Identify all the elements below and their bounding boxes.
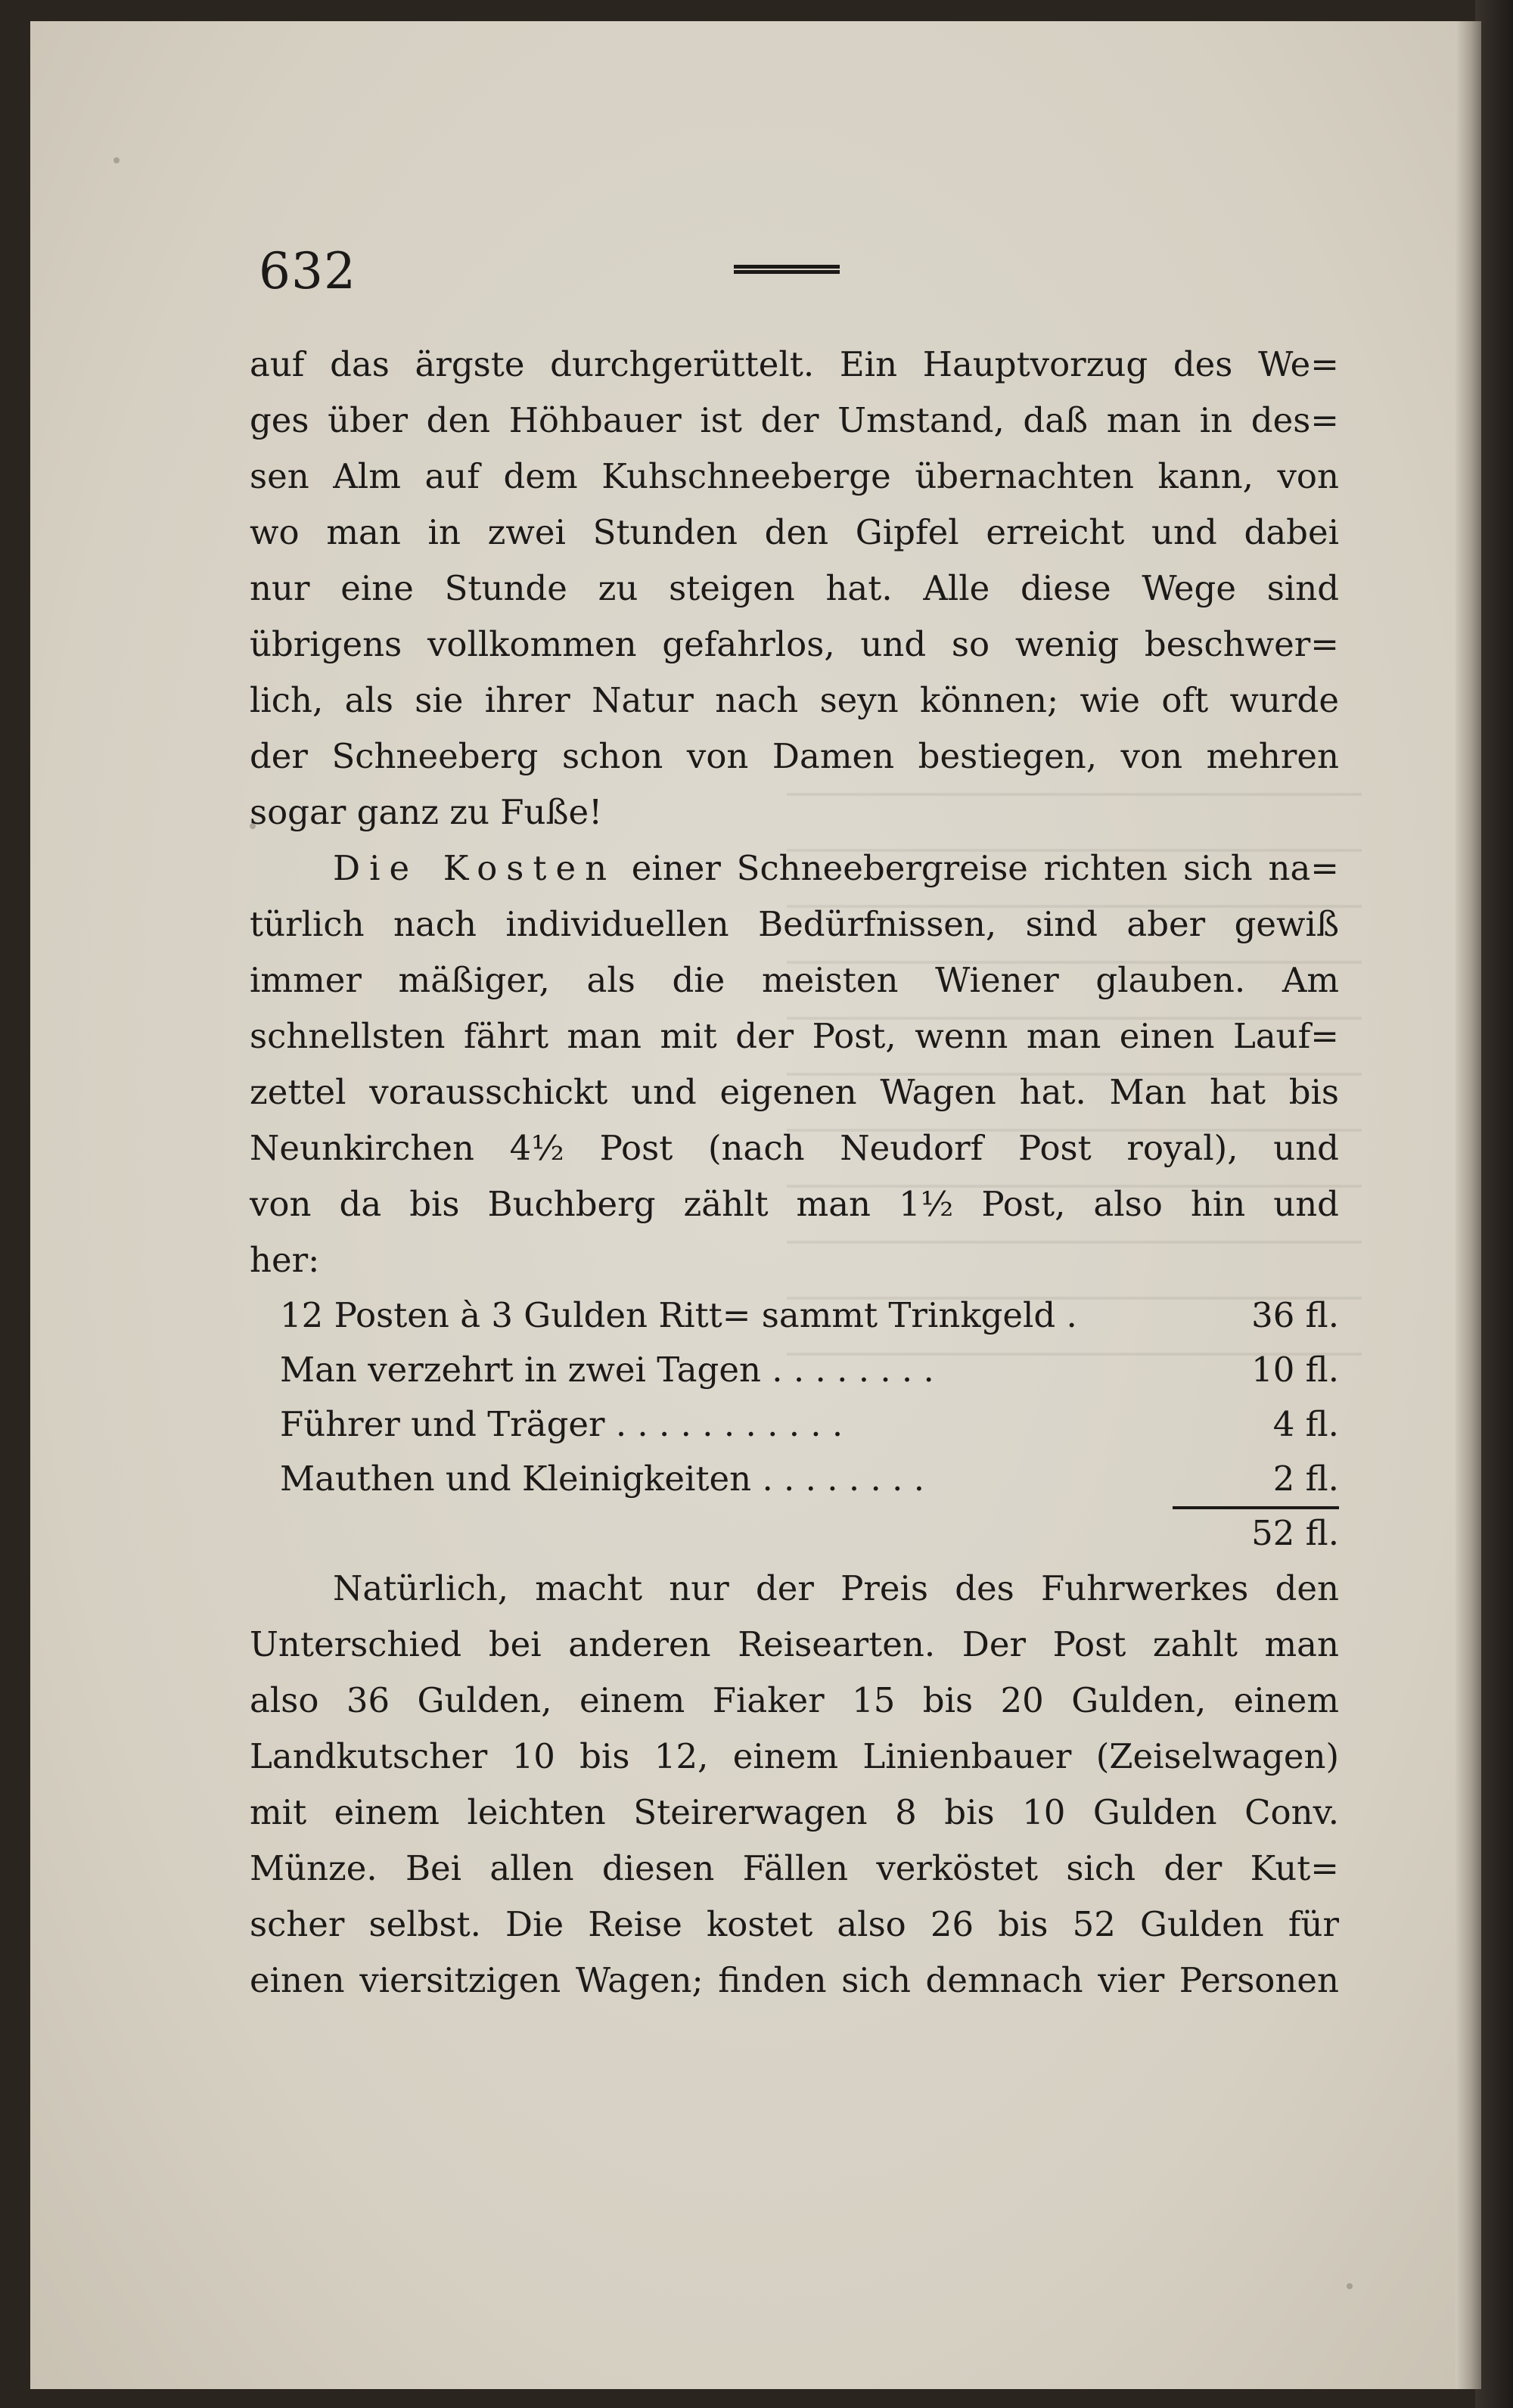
text-line: einen viersitzigen Wagen; finden sich demnach vier Personen <box>250 1960 1339 2000</box>
cost-item: Man verzehrt in zwei Tagen . . . . . . . . <box>280 1350 934 1390</box>
page-number: 632 <box>259 242 356 300</box>
page-edge-shadow <box>1456 21 1481 2389</box>
text-line: lich, als sie ihrer Natur nach seyn können; wie oft wurde <box>250 680 1339 720</box>
cost-amount: 2 fl. <box>1272 1459 1339 1499</box>
text-span: einer Schneebergreise richten sich na= <box>631 848 1339 888</box>
cost-total: 52 fl. <box>1251 1513 1339 1553</box>
cost-table <box>250 1288 1339 1561</box>
cost-row <box>280 1288 1339 1343</box>
paper-speck <box>1347 2283 1353 2289</box>
text-line: Landkutscher 10 bis 12, einem Linienbauer (Zeiselwagen) <box>250 1736 1339 1776</box>
cost-amount: 10 fl. <box>1251 1350 1339 1390</box>
text-line: türlich nach individuellen Bedürfnissen, sind aber gewiß <box>250 904 1339 944</box>
text-line: scher selbst. Die Reise kostet also 26 bis 52 Gulden für <box>250 1904 1339 1944</box>
paragraph-1 <box>250 337 1339 840</box>
cost-item: Mauthen und Kleinigkeiten . . . . . . . . <box>280 1459 925 1499</box>
cost-amount: 4 fl. <box>1272 1404 1339 1444</box>
spaced-emphasis: Die Kosten <box>333 848 617 888</box>
text-line: sogar ganz zu Fuße! <box>250 792 603 832</box>
cost-item: 12 Posten à 3 Gulden Ritt= sammt Trinkgeld . <box>280 1295 1077 1335</box>
text-line <box>250 840 1339 896</box>
text-line: her: <box>250 1240 320 1280</box>
cost-total-row <box>280 1506 1339 1561</box>
cost-row <box>280 1343 1339 1397</box>
text-line: sen Alm auf dem Kuhschneeberge übernachten kann, von <box>250 456 1339 496</box>
text-line: der Schneeberg schon von Damen bestiegen, von mehren <box>250 736 1339 776</box>
body-text <box>250 337 1339 2009</box>
page-header <box>250 227 1339 310</box>
text-line: von da bis Buchberg zählt man 1½ Post, also hin und <box>250 1184 1339 1224</box>
text-line: immer mäßiger, als die meisten Wiener glauben. Am <box>250 960 1339 1000</box>
text-line: wo man in zwei Stunden den Gipfel erreicht und dabei <box>250 512 1339 552</box>
text-line: zettel vorausschickt und eigenen Wagen hat. Man hat bis <box>250 1072 1339 1112</box>
text-line: ges über den Höhbauer ist der Umstand, daß man in des= <box>250 400 1339 440</box>
text-line: auf das ärgste durchgerüttelt. Ein Hauptvorzug des We= <box>250 344 1339 384</box>
header-rule <box>734 265 840 274</box>
paragraph-2 <box>250 840 1339 1288</box>
cost-row <box>280 1397 1339 1452</box>
text-line: also 36 Gulden, einem Fiaker 15 bis 20 Gulden, einem <box>250 1680 1339 1720</box>
text-line: schnellsten fährt man mit der Post, wenn man einen Lauf= <box>250 1016 1339 1056</box>
text-line: übrigens vollkommen gefahrlos, und so wenig beschwer= <box>250 624 1339 664</box>
text-line: Neunkirchen 4½ Post (nach Neudorf Post royal), und <box>250 1128 1339 1168</box>
text-line: Natürlich, macht nur der Preis des Fuhrwerkes den <box>333 1568 1339 1608</box>
cost-amount: 36 fl. <box>1251 1295 1339 1335</box>
text-line: mit einem leichten Steirerwagen 8 bis 10 Gulden Conv. <box>250 1792 1339 1832</box>
text-line: Unterschied bei anderen Reisearten. Der Post zahlt man <box>250 1624 1339 1664</box>
cost-row <box>280 1452 1339 1506</box>
text-line: nur eine Stunde zu steigen hat. Alle diese Wege sind <box>250 568 1339 608</box>
paragraph-3 <box>250 1561 1339 2009</box>
paper-speck <box>113 157 120 163</box>
cost-item: Führer und Träger . . . . . . . . . . . <box>280 1404 843 1444</box>
text-line: Münze. Bei allen diesen Fällen verköstet sich der Kut= <box>250 1848 1339 1888</box>
